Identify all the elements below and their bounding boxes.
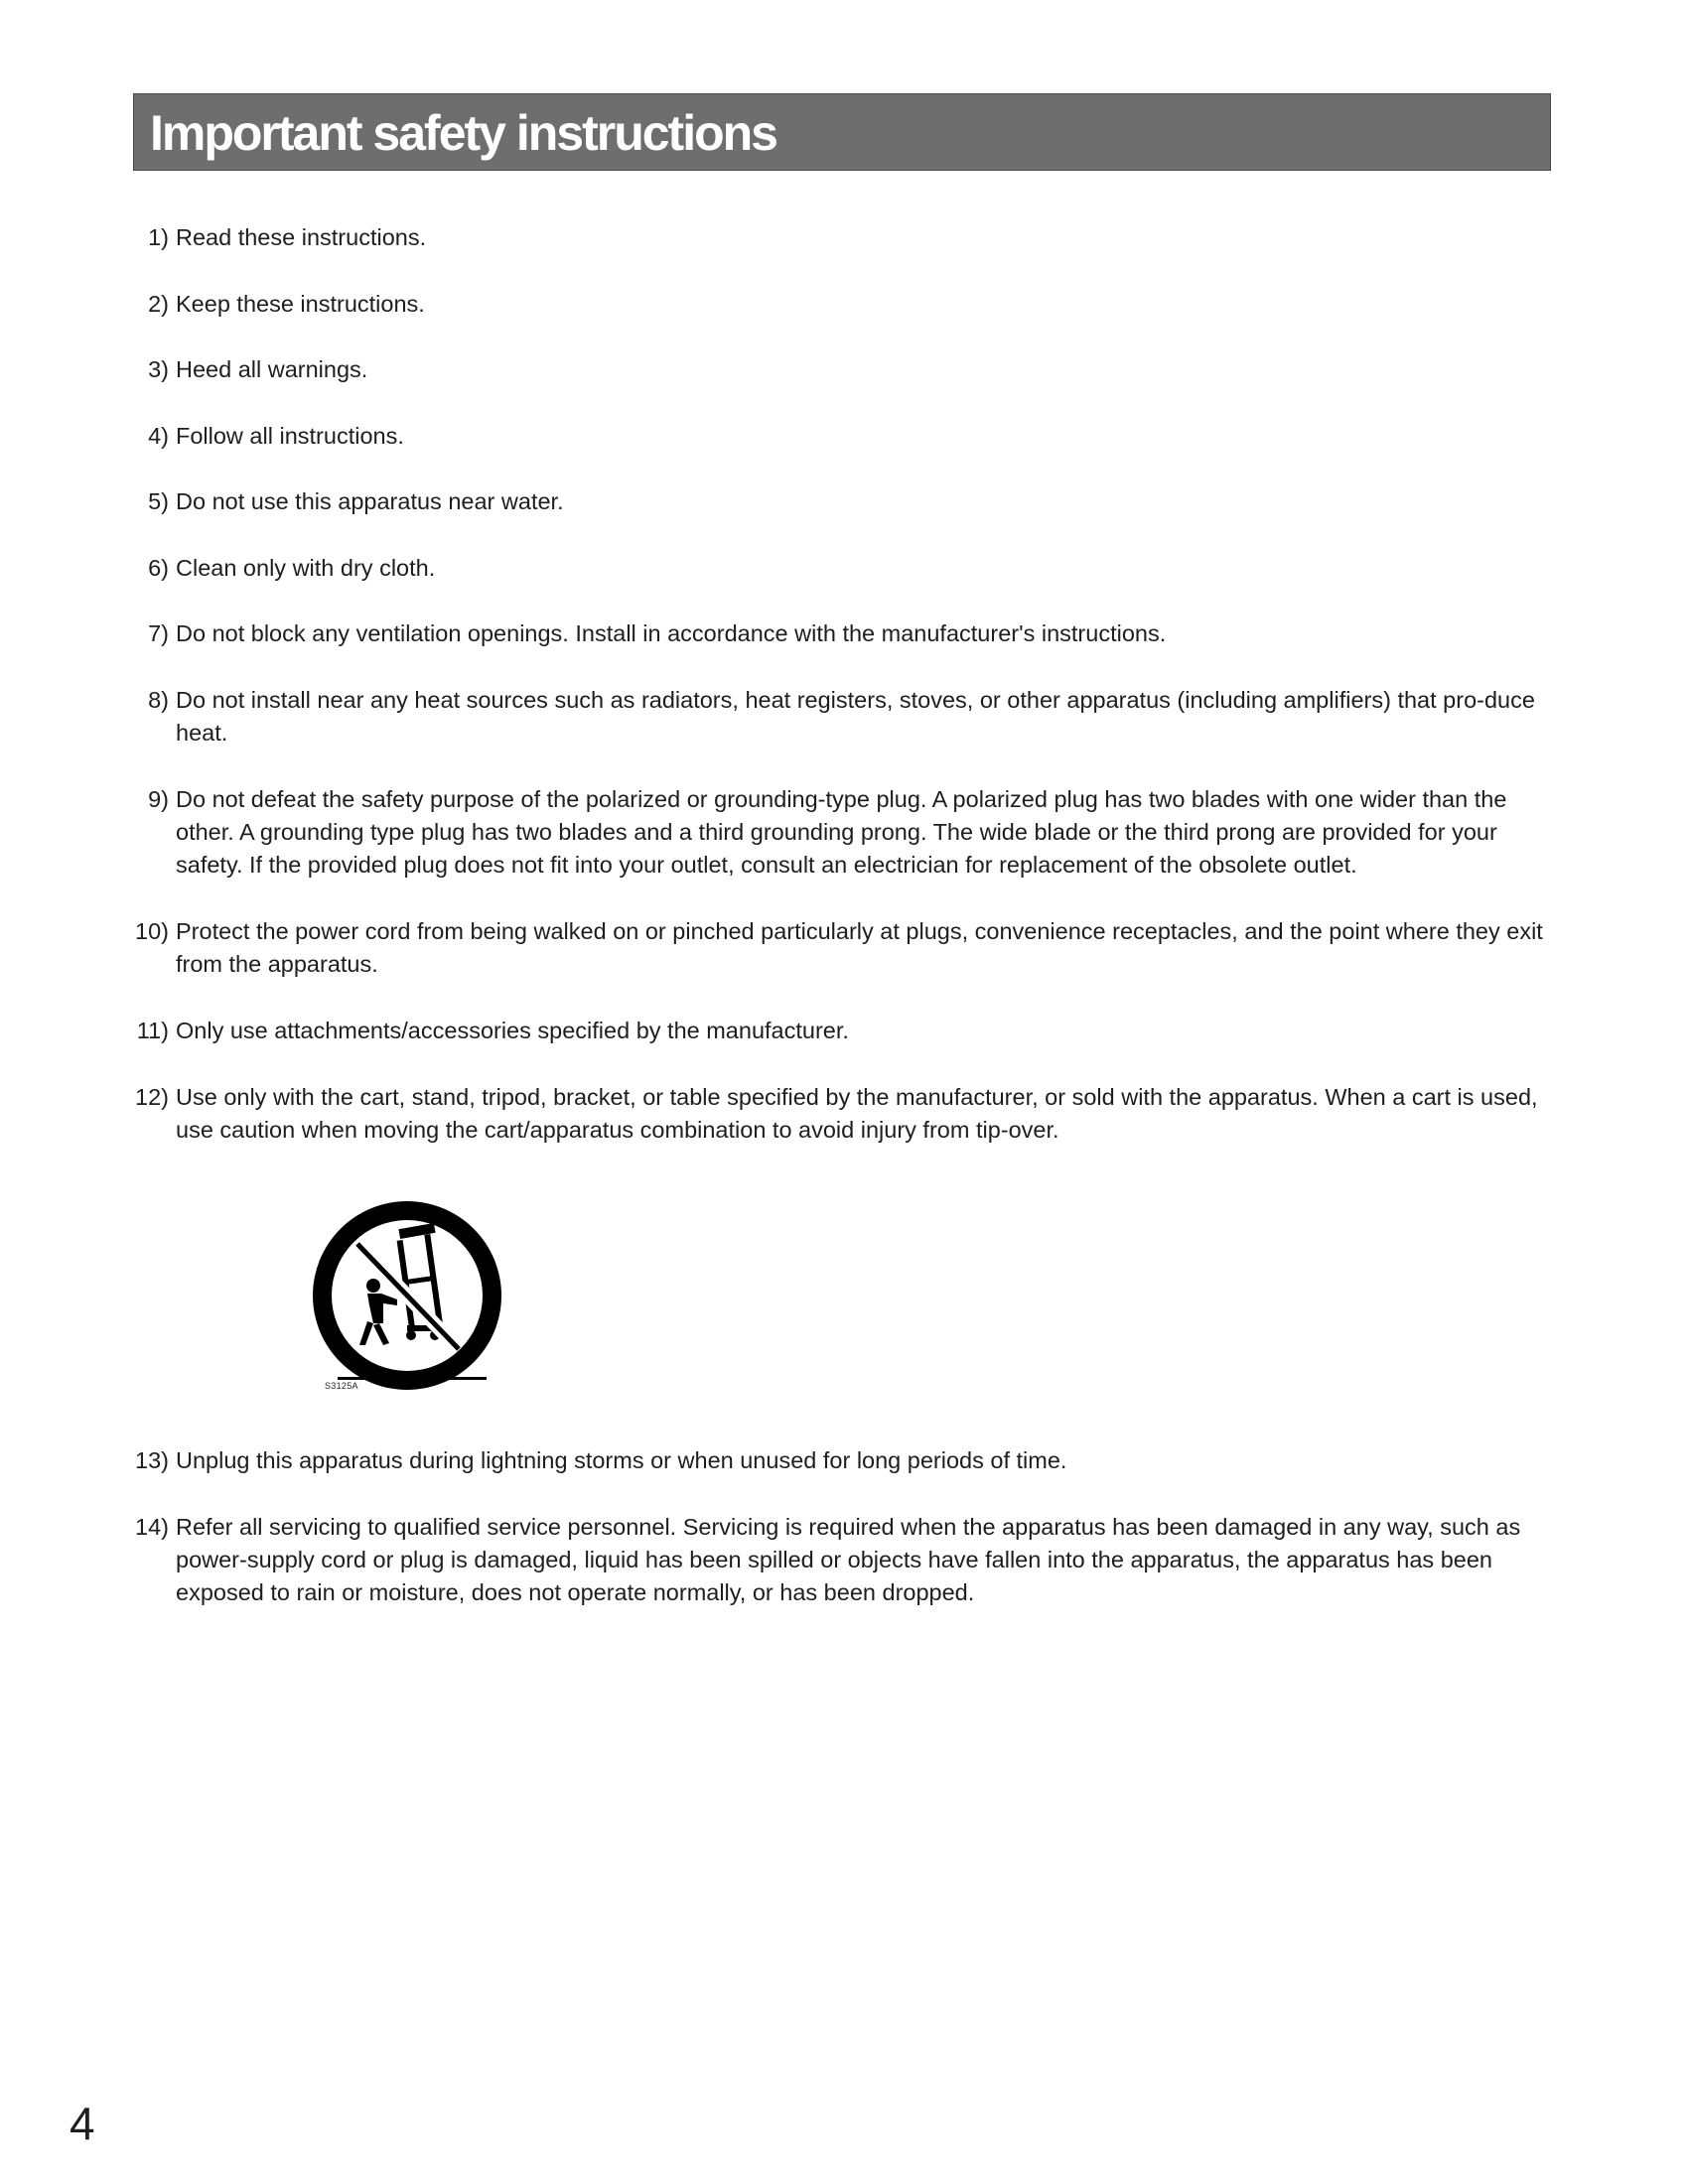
instruction-text: Only use attachments/accessories specified by the manufacturer. <box>176 1018 849 1043</box>
instruction-number: 1) <box>148 224 169 250</box>
instruction-item <box>129 552 1559 585</box>
instruction-item <box>129 420 1559 453</box>
instruction-item <box>129 221 1559 254</box>
instruction-number: 8) <box>148 687 169 713</box>
instruction-text: Do not block any ventilation openings. Install in accordance with the manufacturer's instructions. <box>176 620 1167 646</box>
instruction-item <box>129 617 1559 650</box>
instruction-number: 3) <box>148 356 169 382</box>
instruction-text: Clean only with dry cloth. <box>176 555 436 581</box>
instruction-item <box>129 684 1559 750</box>
instruction-text: Use only with the cart, stand, tripod, bracket, or table specified by the manufacturer, or sold with the apparatus. When a cart is used, use caution when moving the cart/apparatus combination to avoid injury from tip-over. <box>176 1084 1538 1143</box>
instruction-text: Heed all warnings. <box>176 356 368 382</box>
instruction-item <box>129 915 1559 981</box>
instruction-number: 14) <box>135 1514 169 1540</box>
instruction-number: 9) <box>148 786 169 812</box>
instruction-item <box>129 1511 1559 1609</box>
instruction-text: Do not use this apparatus near water. <box>176 488 564 514</box>
page-title: Important safety instructions <box>150 105 776 161</box>
instruction-text: Refer all servicing to qualified service personnel. Servicing is required when the apparatus has been damaged in any way, such as power-supply cord or plug is damaged, liquid has been spilled or objects have fallen into the apparatus, the apparatus has been exposed to rain or moisture, does not operate normally, or has been dropped. <box>176 1514 1521 1605</box>
page-number: 4 <box>70 2098 95 2149</box>
cart-tip-over-warning-icon <box>308 1196 506 1405</box>
instruction-text: Protect the power cord from being walked on or pinched particularly at plugs, convenience receptacles, and the point where they exit from the apparatus. <box>176 918 1543 977</box>
section-title-bar <box>133 93 1551 171</box>
instruction-text: Do not defeat the safety purpose of the polarized or grounding-type plug. A polarized plug has two blades with one wider than the other. A grounding type plug has two blades and a third grounding prong. The wide blade or the third prong are provided for your safety. If the provided plug does not fit into your outlet, consult an electrician for replacement of the obsolete outlet. <box>176 786 1507 878</box>
instruction-number: 11) <box>136 1018 169 1043</box>
instruction-number: 6) <box>148 555 169 581</box>
instruction-number: 10) <box>135 918 169 944</box>
instruction-number: 13) <box>135 1447 169 1473</box>
instruction-number: 12) <box>135 1084 169 1110</box>
instruction-number: 4) <box>148 423 169 449</box>
instruction-number: 5) <box>148 488 169 514</box>
instruction-text: Keep these instructions. <box>176 291 425 317</box>
instruction-text: Read these instructions. <box>176 224 427 250</box>
instruction-text: Follow all instructions. <box>176 423 404 449</box>
symbol-code-label: S3125A <box>325 1381 358 1391</box>
instruction-item <box>129 1081 1559 1147</box>
instruction-item <box>129 1015 1559 1047</box>
instruction-item <box>129 353 1559 386</box>
instruction-text: Do not install near any heat sources such as radiators, heat registers, stoves, or other apparatus (including amplifiers) that pro-duce heat. <box>176 687 1535 746</box>
instruction-number: 7) <box>148 620 169 646</box>
instruction-number: 2) <box>148 291 169 317</box>
instruction-text: Unplug this apparatus during lightning storms or when unused for long periods of time. <box>176 1447 1067 1473</box>
instruction-item <box>129 485 1559 518</box>
instruction-item <box>129 288 1559 321</box>
instruction-item <box>129 783 1559 882</box>
instruction-item <box>129 1444 1559 1477</box>
